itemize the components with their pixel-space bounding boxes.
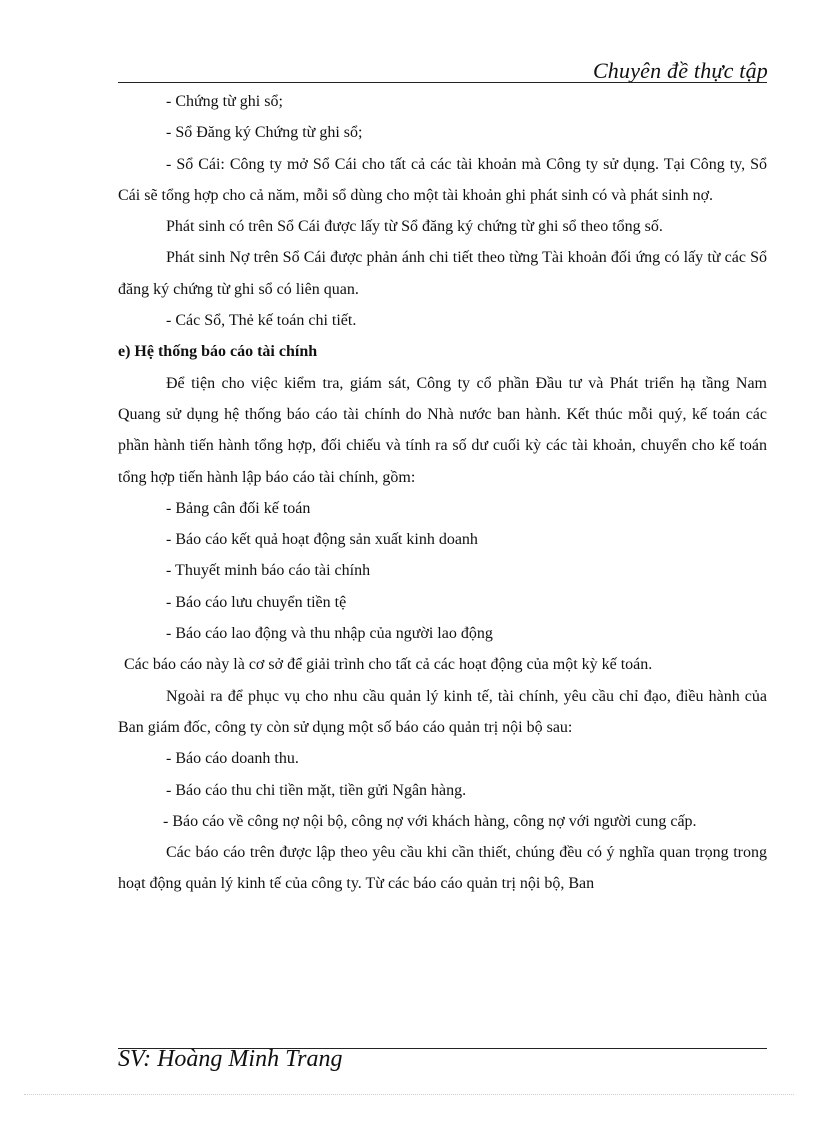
list-item: - Thuyết minh báo cáo tài chính [166, 562, 371, 580]
page-bottom-border [24, 1094, 794, 1095]
list-item: - Báo cáo thu chi tiền mặt, tiền gửi Ngân hàng. [166, 781, 467, 799]
section-heading: e) Hệ thống báo cáo tài chính [118, 343, 318, 361]
list-item: - Báo cáo doanh thu. [166, 750, 299, 768]
paragraph: Phát sinh có trên Sổ Cái được lấy từ Sổ đăng ký chứng từ ghi sổ theo tổng số. [166, 218, 663, 236]
paragraph: - Sổ Cái: Công ty mở Sổ Cái cho tất cả các tài khoản mà Công ty sử dụng. Tại Công ty, Sổ Cái sẽ tổng hợp cho cả năm, mỗi sổ dùng cho một tài khoản ghi phát sinh có và phát sinh nợ. [118, 155, 767, 204]
document-body [118, 86, 767, 900]
list-item: - Báo cáo lưu chuyển tiền tệ [166, 593, 347, 611]
list-item: - Bảng cân đối kế toán [166, 499, 311, 517]
paragraph: Để tiện cho việc kiểm tra, giám sát, Công ty cổ phần Đầu tư và Phát triển hạ tầng Nam Quang sử dụng hệ thống báo cáo tài chính do Nhà nước ban hành. Kết thúc mỗi quý, kế toán các phần hành tiến hành tổng hợp, đối chiếu và tính ra số dư cuối kỳ các tài khoản, chuyển cho kế toán tổng hợp tiến hành lập báo cáo tài chính, gồm: [118, 374, 767, 486]
list-item: - Sổ Đăng ký Chứng từ ghi sổ; [166, 124, 363, 142]
page-header-title: Chuyên đề thực tập [592, 58, 768, 83]
paragraph: Các báo cáo này là cơ sở để giải trình cho tất cả các hoạt động của một kỳ kế toán. [124, 656, 653, 674]
list-item: - Các Sổ, Thẻ kế toán chi tiết. [166, 312, 357, 330]
list-item: - Báo cáo kết quả hoạt động sản xuất kinh doanh [166, 531, 478, 549]
list-item: - Chứng từ ghi sổ; [166, 93, 283, 110]
footer-student-name: SV: Hoàng Minh Trang [118, 1046, 343, 1072]
header-divider [118, 82, 767, 83]
list-item: - Báo cáo lao động và thu nhập của người lao động [166, 625, 493, 643]
list-item: - Báo cáo về công nợ nội bộ, công nợ với khách hàng, công nợ với người cung cấp. [163, 812, 697, 830]
paragraph: Ngoài ra để phục vụ cho nhu cầu quản lý kinh tế, tài chính, yêu cầu chỉ đạo, điều hành của Ban giám đốc, công ty còn sử dụng một số báo cáo quản trị nội bộ sau: [118, 687, 767, 736]
paragraph: Phát sinh Nợ trên Sổ Cái được phản ánh chi tiết theo từng Tài khoản đối ứng có lấy từ các Sổ đăng ký chứng từ ghi sổ có liên quan. [118, 249, 767, 298]
paragraph: Các báo cáo trên được lập theo yêu cầu khi cần thiết, chúng đều có ý nghĩa quan trọng trong hoạt động quản lý kinh tế của công ty. Từ các báo cáo quản trị nội bộ, Ban [118, 844, 767, 893]
